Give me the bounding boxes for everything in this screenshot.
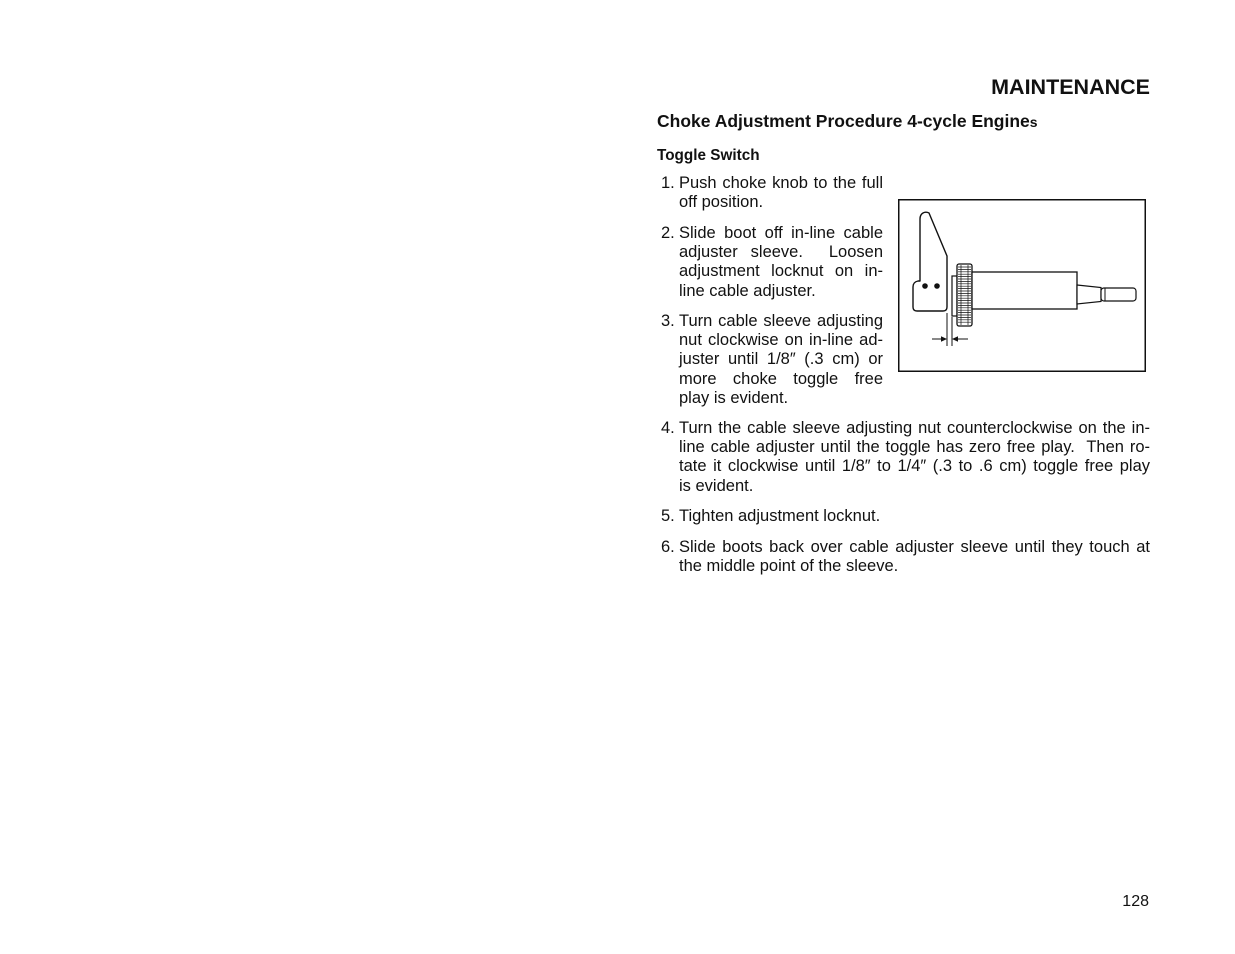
step-line: nut clockwise on in-line ad- (679, 330, 883, 349)
page-number: 128 (1122, 893, 1149, 910)
section-header: MAINTENANCE (991, 75, 1150, 99)
procedure-title (657, 113, 1038, 131)
toggle-cable-adjuster-figure (898, 199, 1146, 372)
step-line: line cable adjuster. (679, 281, 816, 300)
step-2 (661, 223, 883, 302)
step-line: Tighten adjustment locknut. (679, 506, 881, 525)
step-line: juster until 1/8″ (.3 cm) or (679, 350, 883, 369)
cable-adjuster-sleeve (972, 272, 1077, 309)
step-4 (661, 418, 1150, 497)
step-1 (661, 173, 883, 213)
step-line: Turn cable sleeve adjusting (679, 311, 883, 330)
procedure-subtitle: Toggle Switch (657, 147, 760, 164)
step-number: 5. (661, 506, 675, 525)
cable-end (1077, 285, 1101, 304)
step-3 (661, 311, 883, 409)
cable-washer (952, 276, 957, 316)
procedure-title-suffix: s (1029, 114, 1038, 130)
figure-drawing (898, 199, 1146, 372)
step-5 (661, 506, 1150, 526)
step-line: Turn the cable sleeve adjusting nut counterclockwise on the in- (679, 418, 1150, 437)
dimension-arrow-left-head (941, 336, 947, 341)
step-line: Slide boot off in-line cable (679, 223, 883, 242)
cable-rod (1101, 288, 1136, 301)
step-line: line cable adjuster until the toggle has zero free play. Then ro- (679, 437, 1150, 456)
procedure-title-main: Choke Adjustment Procedure 4-cycle Engine (657, 111, 1030, 131)
step-line: tate it clockwise until 1/8″ to 1/4″ (.3 to .6 cm) toggle free play (679, 457, 1150, 476)
step-line: the middle point of the sleeve. (679, 556, 899, 575)
step-line: adjustment locknut on in- (679, 262, 883, 281)
toggle-rivet-dot (934, 283, 940, 289)
step-line: adjuster sleeve. Loosen (679, 242, 883, 261)
step-line: is evident. (679, 476, 754, 495)
step-number: 3. (661, 311, 675, 330)
toggle-lever (913, 212, 947, 311)
step-line: more choke toggle free (679, 369, 883, 388)
step-line: Push choke knob to the full (679, 173, 883, 192)
step-line: play is evident. (679, 389, 789, 408)
knurled-adjusting-nut (957, 264, 972, 326)
step-number: 4. (661, 418, 675, 437)
dimension-arrow-right-head (952, 336, 958, 341)
step-number: 2. (661, 223, 675, 242)
step-number: 6. (661, 537, 675, 556)
step-number: 1. (661, 173, 675, 192)
step-line: Slide boots back over cable adjuster sleeve until they touch at (679, 537, 1150, 556)
toggle-rivet-dot (922, 283, 928, 289)
step-line: off position. (679, 192, 764, 211)
step-6 (661, 537, 1150, 577)
